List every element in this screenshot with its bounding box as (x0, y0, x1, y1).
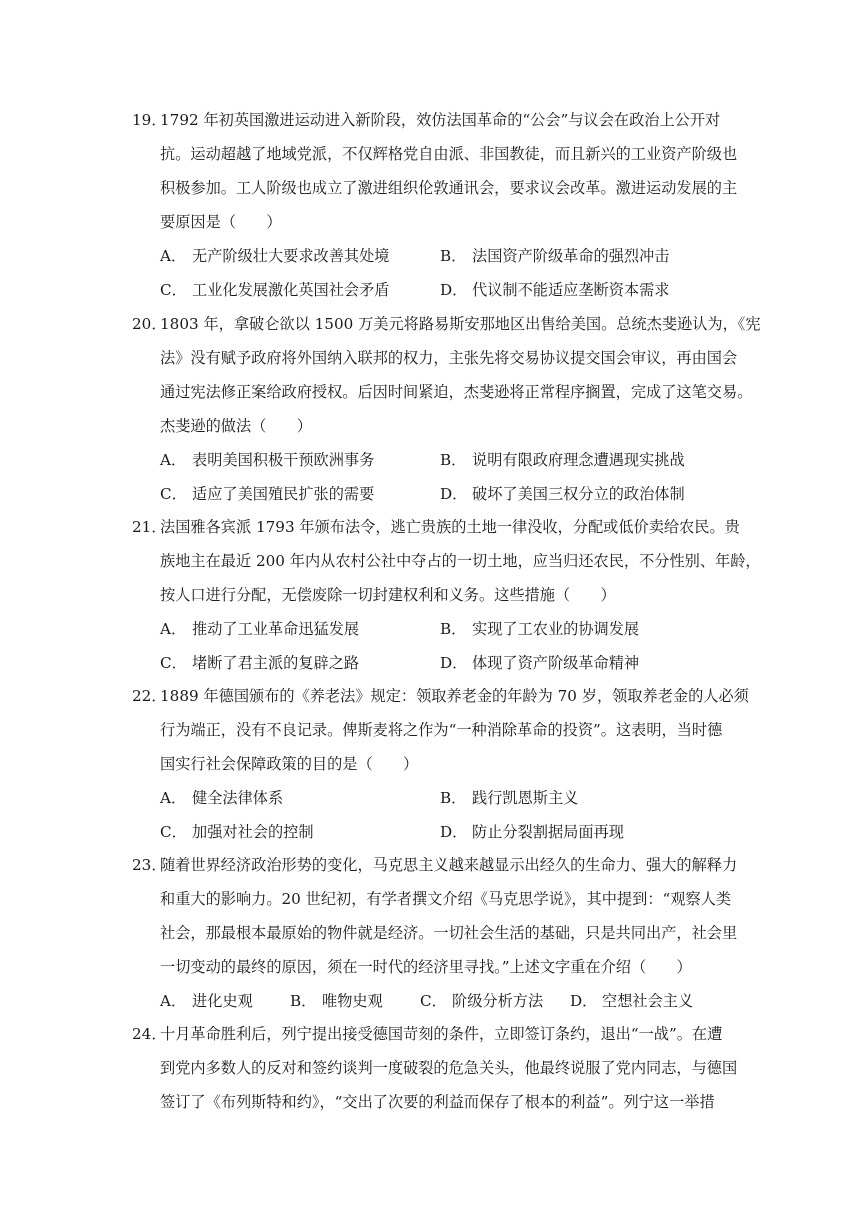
option-c[interactable]: C． 阶级分析方法 (420, 992, 544, 1010)
question-number: 23． (132, 856, 167, 874)
option-d[interactable]: D． 代议制不能适应垄断资本需求 (440, 281, 670, 299)
option-c[interactable]: C． 堵断了君主派的复辟之路 (160, 654, 360, 672)
question-number: 20． (132, 315, 167, 333)
option-row (132, 984, 742, 1018)
option-d[interactable]: D． 空想社会主义 (570, 992, 694, 1010)
option-b[interactable]: B． 法国资产阶级革命的强烈冲击 (440, 247, 670, 265)
question-line: 族地主在最近 200 年内从农村公社中夺占的一切土地，应当归还农民，不分性别、年龄， (160, 552, 761, 570)
question-line: 社会，那最根本最原始的物件就是经济。一切社会生活的基础，只是共同出产，社会里 (160, 924, 738, 942)
question-number: 24． (132, 1025, 167, 1043)
question-21 (132, 510, 761, 680)
option-row (132, 273, 742, 307)
question-19 (132, 103, 742, 307)
option-a[interactable]: A． 无产阶级壮大要求改善其处境 (160, 247, 390, 265)
option-c[interactable]: C． 工业化发展激化英国社会矛盾 (160, 281, 390, 299)
option-d[interactable]: D． 防止分裂割据局面再现 (440, 823, 624, 841)
option-a[interactable]: A． 健全法律体系 (160, 789, 284, 807)
question-22 (132, 679, 749, 849)
option-b[interactable]: B． 唯物史观 (290, 992, 383, 1010)
question-line: 24．十月革命胜利后，列宁提出接受德国苛刻的条件，立即签订条约，退出“一战”。在遭 (132, 1017, 742, 1051)
option-d[interactable]: D． 破坏了美国三权分立的政治体制 (440, 485, 685, 503)
question-number: 22． (132, 687, 167, 705)
question-line: 22．1889 年德国颁布的《养老法》规定：领取养老金的年龄为 70 岁，领取养老金的人必须 (132, 679, 742, 713)
option-row (132, 781, 742, 815)
option-row (132, 239, 742, 273)
option-b[interactable]: B． 说明有限政府理念遭遇现实挑战 (440, 451, 685, 469)
question-line: 国实行社会保障政策的目的是（ ） (160, 755, 419, 773)
question-line: 要原因是（ ） (160, 213, 282, 231)
question-line: 到党内多数人的反对和签约谈判一度破裂的危急关头，他最终说服了党内同志，与德国 (160, 1059, 738, 1077)
question-line: 杰斐逊的做法（ ） (160, 417, 312, 435)
option-row (132, 477, 742, 511)
question-line: 积极参加。工人阶级也成立了激进组织伦敦通讯会，要求议会改革。激进运动发展的主 (160, 179, 738, 197)
option-b[interactable]: B． 实现了工农业的协调发展 (440, 620, 640, 638)
option-row (132, 443, 742, 477)
option-a[interactable]: A． 表明美国积极干预欧洲事务 (160, 451, 375, 469)
option-a[interactable]: A． 推动了工业革命迅猛发展 (160, 620, 360, 638)
question-line: 和重大的影响力。20 世纪初，有学者撰文介绍《马克思学说》，其中提到：“观察人类 (160, 890, 732, 908)
option-a[interactable]: A． 进化史观 (160, 992, 253, 1010)
question-line: 行为端正，没有不良记录。俾斯麦将之作为“一种消除革命的投资”。这表明，当时德 (160, 721, 723, 739)
option-c[interactable]: C． 加强对社会的控制 (160, 823, 314, 841)
option-row (132, 612, 742, 646)
option-d[interactable]: D． 体现了资产阶级革命精神 (440, 654, 640, 672)
question-line: 23．随着世界经济政治形势的变化，马克思主义越来越显示出经久的生命力、强大的解释力 (132, 848, 742, 882)
option-row (132, 646, 742, 680)
question-line: 19．1792 年初英国激进运动进入新阶段，效仿法国革命的“公会”与议会在政治上公开对 (132, 103, 742, 137)
option-c[interactable]: C． 适应了美国殖民扩张的需要 (160, 485, 375, 503)
question-line: 签订了《布列斯特和约》，“交出了次要的利益而保存了根本的利益”。列宁这一举措 (160, 1093, 715, 1111)
question-20 (132, 307, 761, 511)
question-line: 一切变动的最终的原因，须在一时代的经济里寻找。”上述文字重在介绍（ ） (160, 958, 692, 976)
question-number: 21． (132, 518, 167, 536)
question-line: 抗。运动超越了地域党派，不仅辉格党自由派、非国教徒，而且新兴的工业资产阶级也 (160, 145, 738, 163)
option-row (132, 815, 742, 849)
question-line: 20．1803 年，拿破仑欲以 1500 万美元将路易斯安那地区出售给美国。总统杰斐逊认为，《宪 (132, 307, 742, 341)
question-line: 21．法国雅各宾派 1793 年颁布法令，逃亡贵族的土地一律没收，分配或低价卖给农民。贵 (132, 510, 742, 544)
question-line: 按人口进行分配，无偿废除一切封建权利和义务。这些措施（ ） (160, 586, 616, 604)
question-number: 19． (132, 111, 167, 129)
question-line: 法》没有赋予政府将外国纳入联邦的权力，主张先将交易协议提交国会审议，再由国会 (160, 349, 738, 367)
question-23 (132, 848, 742, 1018)
question-24 (132, 1017, 742, 1119)
question-line: 通过宪法修正案给政府授权。后因时间紧迫，杰斐逊将正常程序搁置，完成了这笔交易。 (160, 383, 753, 401)
option-b[interactable]: B． 践行凯恩斯主义 (440, 789, 579, 807)
